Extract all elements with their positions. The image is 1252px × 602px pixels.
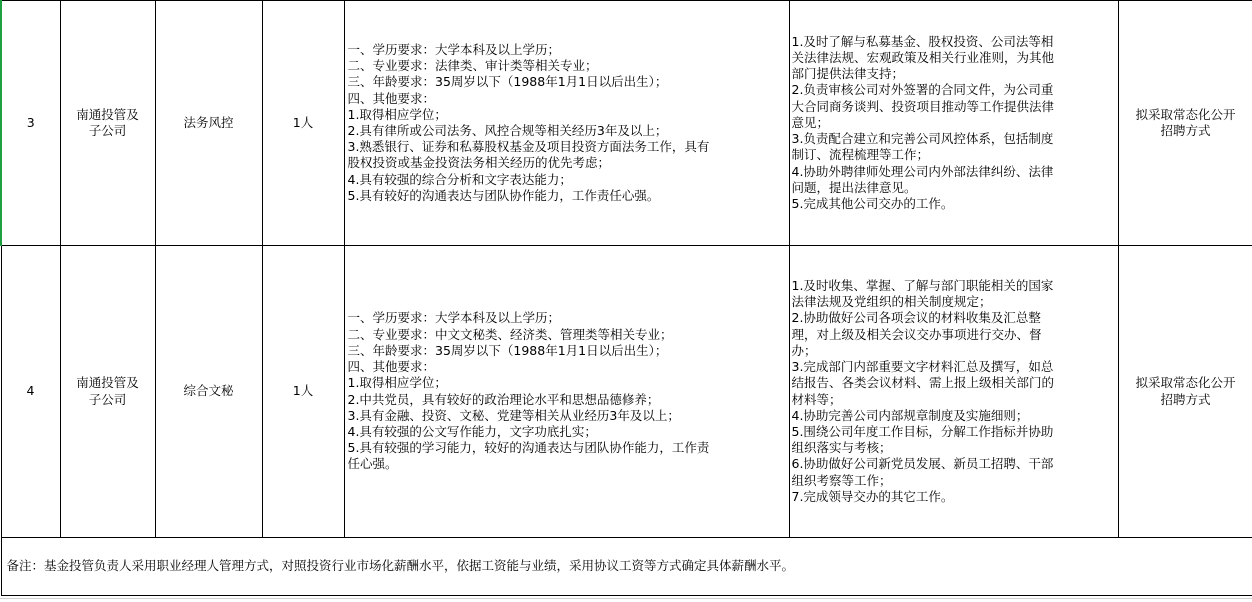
method-cell: 拟采取常态化公开 招聘方式: [1118, 1, 1252, 246]
position-cell: 法务风控: [155, 1, 262, 246]
method-cell: 拟采取常态化公开 招聘方式: [1118, 246, 1252, 538]
sheet-gridline: [0, 598, 1252, 599]
requirements-cell: 一、学历要求：大学本科及以上学历； 二、专业要求：法律类、审计类等相关专业； 三、年龄要求：35周岁以下（1988年1月1日以后出生）； 四、其他要求： 1.取得相应学位； 2.具有律所或公司法务、风控合规等相关经历3年及以上； 3.熟悉银行、证券和私募股权基金及项目投资方面法务工作，具有 股权投资或基金投资法务相关经历的优先考虑； 4.具有较强的综合分析和文字表达能力； 5.具有较好的沟通表达与团队协作能力，工作责任心强。: [344, 1, 789, 246]
row-number: 3: [1, 1, 60, 246]
note-row: [1, 538, 1252, 596]
table-row: [1, 246, 1252, 538]
count-cell: 1人: [262, 246, 344, 538]
table-row: [1, 1, 1252, 246]
row-number: 4: [1, 246, 60, 538]
company-cell: 南通投管及 子公司: [60, 1, 155, 246]
requirements-cell: 一、学历要求：大学本科及以上学历； 二、专业要求：中文文秘类、经济类、管理类等相关专业； 三、年龄要求：35周岁以下（1988年1月1日以后出生）； 四、其他要求： 1.取得相应学位； 2.中共党员，具有较好的政治理论水平和思想品德修养； 3.具有金融、投资、文秘、党建等相关从业经历3年及以上； 4.具有较强的公文写作能力，文字功底扎实； 5.具有较强的学习能力，较好的沟通表达与团队协作能力，工作责 任心强。: [344, 246, 789, 538]
company-cell: 南通投管及 子公司: [60, 246, 155, 538]
position-cell: 综合文秘: [155, 246, 262, 538]
count-cell: 1人: [262, 1, 344, 246]
duties-cell: 1.及时了解与私募基金、股权投资、公司法等相 关法律法规、宏观政策及相关行业准则，为其他 部门提供法律支持； 2.负责审核公司对外签署的合同文件，为公司重 大合同商务谈判、投资项目推动等工作提供法律 意见； 3.负责配合建立和完善公司风控体系，包括制度 制订、流程梳理等工作； 4.协助外聘律师处理公司内外部法律纠纷、法律 问题，提出法律意见。 5.完成其他公司交办的工作。: [789, 1, 1118, 246]
duties-cell: 1.及时收集、掌握、了解与部门职能相关的国家 法律法规及党组织的相关制度规定； 2.协助做好公司各项会议的材料收集及汇总整 理，对上级及相关会议交办事项进行交办、督 办； 3.完成部门内部重要文字材料汇总及撰写，如总 结报告、各类会议材料、需上报上级相关部门的 材料等； 4.协助完善公司内部规章制度及实施细则； 5.围绕公司年度工作目标，分解工作指标并协助 组织落实与考核； 6.协助做好公司新党员发展、新员工招聘、干部 组织考察等工作； 7.完成领导交办的其它工作。: [789, 246, 1118, 538]
note-text: 备注：基金投管负责人采用职业经理人管理方式，对照投资行业市场化薪酬水平，依据工资能与业绩，采用协议工资等方式确定具体薪酬水平。: [1, 538, 1252, 596]
